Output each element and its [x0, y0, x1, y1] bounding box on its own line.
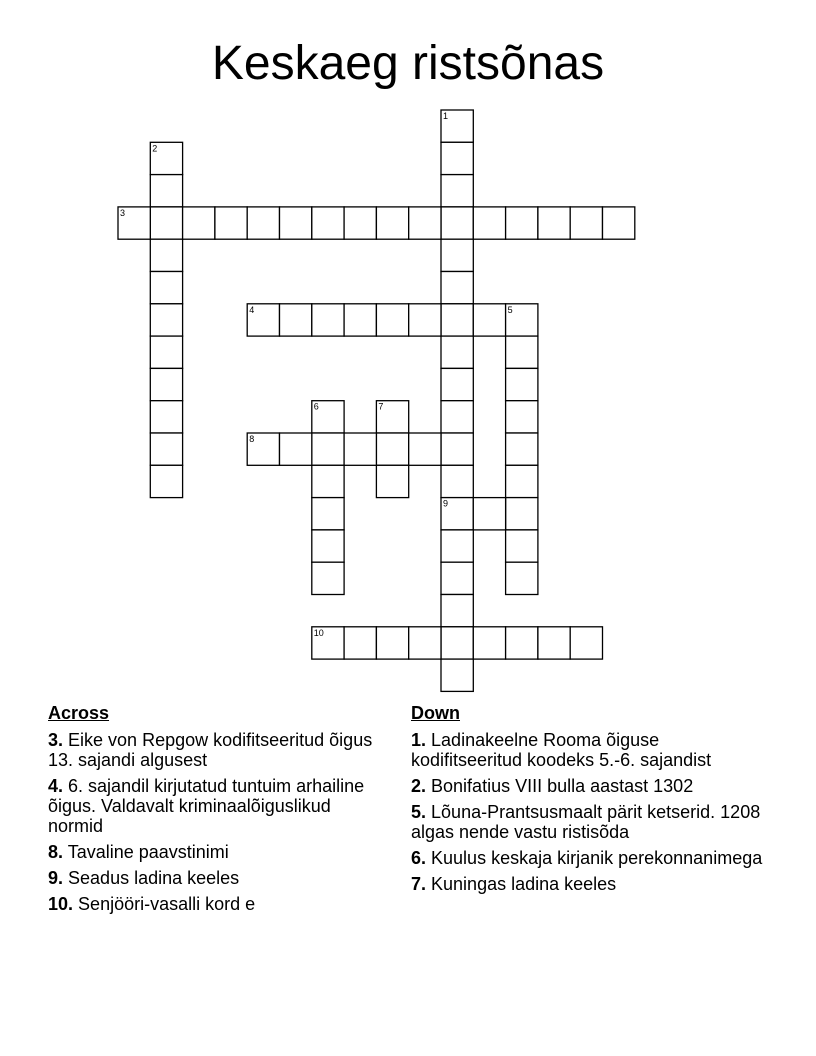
- grid-cell[interactable]: [441, 368, 473, 400]
- grid-cell[interactable]: [312, 207, 344, 239]
- clue-number: 9.: [48, 868, 64, 888]
- grid-cell[interactable]: [280, 207, 312, 239]
- grid-cell[interactable]: [312, 433, 344, 465]
- grid-cell[interactable]: [150, 272, 182, 304]
- grid-cell[interactable]: [409, 627, 441, 659]
- cell-number: 2: [152, 143, 158, 154]
- clue-number: 6.: [411, 848, 427, 868]
- clue-text: Eike von Repgow kodifitseeritud õigus 13. sajandi algusest: [48, 730, 373, 770]
- grid-cell[interactable]: [441, 465, 473, 497]
- cell-number: 5: [507, 304, 513, 315]
- clue-number: 1.: [411, 730, 427, 750]
- grid-cell[interactable]: [280, 433, 312, 465]
- grid-cell[interactable]: [150, 207, 182, 239]
- puzzle-title: Keskaeg ristsõnas: [211, 37, 605, 90]
- clue-text: Seadus ladina keeles: [68, 868, 240, 888]
- clue-number: 7.: [411, 874, 427, 894]
- grid-cell[interactable]: [441, 207, 473, 239]
- grid-cell[interactable]: [150, 465, 182, 497]
- grid-cell[interactable]: [409, 304, 441, 336]
- across-heading: Across: [48, 703, 110, 723]
- clue-text: Senjööri-vasalli kord e: [78, 894, 256, 914]
- grid-cell[interactable]: [538, 207, 570, 239]
- down-heading: Down: [411, 703, 460, 723]
- grid-cell[interactable]: [506, 562, 538, 594]
- grid-cell[interactable]: [441, 562, 473, 594]
- grid-cell[interactable]: [570, 207, 602, 239]
- grid-cell[interactable]: [506, 627, 538, 659]
- grid-cell[interactable]: [441, 142, 473, 174]
- clue-text: Ladinakeelne Rooma õiguse kodifitseeritud koodeks 5.-6. sajandist: [411, 730, 712, 770]
- grid-cell[interactable]: [409, 207, 441, 239]
- grid-cell[interactable]: [150, 304, 182, 336]
- grid-cell[interactable]: [312, 562, 344, 594]
- clue-down-5: [411, 802, 771, 842]
- grid-cell[interactable]: [215, 207, 247, 239]
- grid-cell[interactable]: [441, 175, 473, 207]
- cell-number: 10: [313, 627, 324, 638]
- grid-cell[interactable]: [150, 401, 182, 433]
- clue-number: 3.: [48, 730, 64, 750]
- grid-cell[interactable]: [570, 627, 602, 659]
- cell-number: 7: [378, 401, 384, 412]
- cell-number: 1: [443, 111, 449, 121]
- grid-cell[interactable]: [473, 627, 505, 659]
- grid-cell[interactable]: [441, 272, 473, 304]
- grid-cell[interactable]: [506, 401, 538, 433]
- grid-cell[interactable]: [506, 336, 538, 368]
- grid-cell[interactable]: [441, 304, 473, 336]
- grid-cell[interactable]: [183, 207, 215, 239]
- grid-cell[interactable]: [506, 368, 538, 400]
- grid-cell[interactable]: [538, 627, 570, 659]
- grid-cell[interactable]: [150, 239, 182, 271]
- cell-number: 4: [249, 304, 255, 315]
- grid-cell[interactable]: [376, 304, 408, 336]
- clue-text: Kuningas ladina keeles: [431, 874, 617, 894]
- grid-cell[interactable]: [150, 433, 182, 465]
- clue-number: 4.: [48, 776, 64, 796]
- across-clues: [48, 702, 388, 920]
- clue-number: 2.: [411, 776, 427, 796]
- grid-cell[interactable]: [344, 627, 376, 659]
- clue-across-9: [48, 868, 388, 888]
- clue-down-7: [411, 874, 771, 894]
- grid-cell[interactable]: [506, 207, 538, 239]
- clue-text: 6. sajandil kirjutatud tuntuim arhailine õigus. Valdavalt kriminaalõiguslikud normid: [48, 776, 365, 836]
- grid-cell[interactable]: [473, 498, 505, 530]
- grid-cell[interactable]: [441, 627, 473, 659]
- grid-cell[interactable]: [312, 304, 344, 336]
- clue-down-6: [411, 848, 771, 868]
- grid-cell[interactable]: [506, 498, 538, 530]
- clue-text: Kuulus keskaja kirjanik perekonnanimega: [431, 848, 763, 868]
- grid-cell[interactable]: [150, 175, 182, 207]
- grid-cell[interactable]: [409, 433, 441, 465]
- clue-across-8: [48, 842, 388, 862]
- grid-cell[interactable]: [344, 433, 376, 465]
- cell-number: 6: [313, 401, 319, 412]
- grid-cell[interactable]: [441, 336, 473, 368]
- grid-cell[interactable]: [312, 498, 344, 530]
- clue-number: 10.: [48, 894, 74, 914]
- grid-cell[interactable]: [312, 465, 344, 497]
- clue-across-3: [48, 730, 388, 770]
- grid-cell[interactable]: [473, 304, 505, 336]
- grid-cell[interactable]: [150, 336, 182, 368]
- grid-cell[interactable]: [344, 207, 376, 239]
- grid-cell[interactable]: [280, 304, 312, 336]
- cell-number: 3: [120, 207, 126, 218]
- clue-text: Tavaline paavstinimi: [67, 842, 229, 862]
- grid-cell[interactable]: [376, 433, 408, 465]
- grid-cell[interactable]: [506, 530, 538, 562]
- cell-number: 9: [443, 498, 449, 509]
- clue-across-4: [48, 776, 388, 836]
- clue-number: 5.: [411, 802, 427, 822]
- grid-cell[interactable]: [376, 627, 408, 659]
- grid-cell[interactable]: [376, 465, 408, 497]
- clue-number: 8.: [48, 842, 64, 862]
- grid-cell[interactable]: [344, 304, 376, 336]
- grid-cell[interactable]: [247, 207, 279, 239]
- grid-cell[interactable]: [441, 433, 473, 465]
- grid-cell[interactable]: [441, 659, 473, 691]
- down-clues: [411, 702, 771, 900]
- grid-cell[interactable]: [376, 207, 408, 239]
- cell-number: 8: [249, 434, 255, 444]
- grid-cell[interactable]: [473, 207, 505, 239]
- clue-text: Bonifatius VIII bulla aastast 1302: [431, 776, 694, 796]
- grid-cell[interactable]: [312, 530, 344, 562]
- grid-cell[interactable]: [441, 401, 473, 433]
- clue-down-2: [411, 776, 771, 796]
- grid-cell[interactable]: [506, 433, 538, 465]
- clue-across-10: [48, 894, 388, 914]
- grid-cell[interactable]: [506, 465, 538, 497]
- clue-down-1: [411, 730, 771, 770]
- clue-text: Lõuna-Prantsusmaalt pärit ketserid. 1208 algas nende vastu ristisõda: [411, 802, 761, 842]
- grid-cell[interactable]: [441, 239, 473, 271]
- grid-cell[interactable]: [441, 595, 473, 627]
- grid-cell[interactable]: [603, 207, 635, 239]
- grid-cell[interactable]: [441, 530, 473, 562]
- grid-cell[interactable]: [150, 368, 182, 400]
